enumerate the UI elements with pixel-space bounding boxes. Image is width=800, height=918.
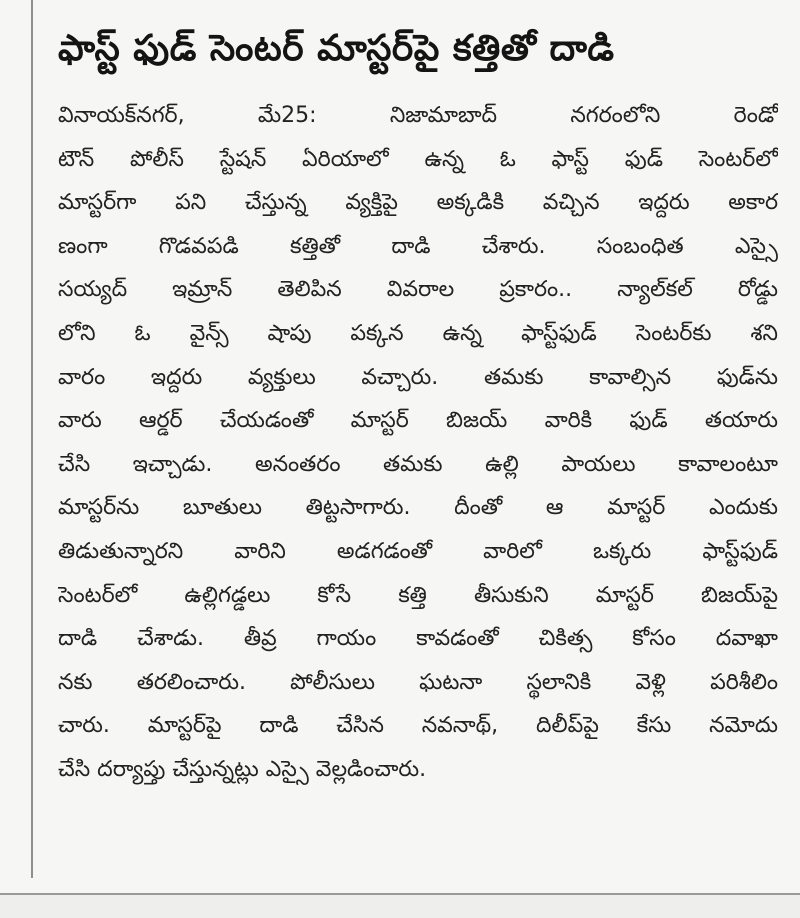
article-line: సయ్యద్ ఇమ్రాన్ తెలిపిన వివరాల ప్రకారం.. న్యాల్‌కల్ రోడ్డు [58,277,778,303]
article-line: మాస్టర్‌గా పని చేస్తున్న వ్యక్తిపై అక్కడికి వచ్చిన ఇద్దరు అకార [58,190,778,216]
article-line: వారం ఇద్దరు వ్యక్తులు వచ్చారు. తమకు కావాల్సిన ఫుడ్‌ను [58,364,778,390]
column-divider [31,0,33,878]
article-line: నకు తరలించారు. పోలీసులు ఘటనా స్థలానికి వెళ్లి పరిశీలిం [58,669,778,695]
article-line: వారు ఆర్డర్ చేయడంతో మాస్టర్ బిజయ్ వారికి ఫుడ్ తయారు [58,408,778,434]
article-line: తిడుతున్నారని వారిని అడగడంతో వారిలో ఒక్కరు ఫాస్ట్‌ఫుడ్ [58,538,778,564]
article-line: చారు. మాస్టర్‌పై దాడి చేసిన నవనాథ్, దిలీప్‌పై కేసు నమోదు [58,713,778,739]
article-line: మాస్టర్‌ను బూతులు తిట్టసాగారు. దీంతో ఆ మాస్టర్ ఎందుకు [58,495,778,521]
article-line: దాడి చేశాడు. తీవ్ర గాయం కావడంతో చికిత్స కోసం దవాఖా [58,626,778,652]
article-line: సెంటర్‌లో ఉల్లిగడ్డలు కోసే కత్తి తీసుకుని మాస్టర్ బిజయ్‌పై [58,582,778,608]
article-line: చేసి దర్యాప్తు చేస్తున్నట్లు ఎస్సై వెల్లడించారు. [58,756,427,782]
article-headline: ఫాస్ట్ ఫుడ్ సెంటర్ మాస్టర్‌పై కత్తితో దాడి [58,28,615,69]
article-line: లోని ఓ వైన్స్ షాపు పక్కన ఉన్న ఫాస్ట్‌ఫుడ్ సెంటర్‌కు శని [58,320,778,346]
article-line: ణంగా గొడవపడి కత్తితో దాడి చేశారు. సంబంధిత ఎస్సై [58,233,778,259]
article-body [58,94,778,792]
bottom-divider [0,893,800,895]
article-line: చేసి ఇచ్చాడు. అనంతరం తమకు ఉల్లి పాయలు కావాలంటూ [58,451,778,477]
article-line: వినాయక్‌నగర్, మే25: నిజామాబాద్ నగరంలోని రెండో [58,103,778,128]
news-article [58,14,778,792]
article-line: టౌన్ పోలీస్ స్టేషన్ ఏరియాలో ఉన్న ఓ ఫాస్ట్ ఫుడ్ సెంటర్‌లో [58,146,778,172]
